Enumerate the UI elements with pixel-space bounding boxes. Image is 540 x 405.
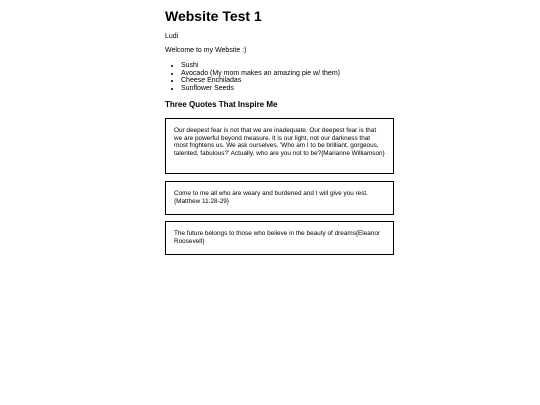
list-item: • Avocado (My mom makes an amazing pie w/ them) [181, 70, 340, 78]
quote-box [165, 118, 394, 174]
quote-box [165, 221, 394, 255]
author-name: Ludi [165, 33, 179, 40]
list-item: • Sushi [181, 62, 340, 70]
quote-text: The future belongs to those who believe in the beauty of dreams{Eleanor Roosevelt} [174, 230, 381, 245]
list-item: • Cheese Enchiladas [181, 77, 340, 85]
quote-text: Our deepest fear is not that we are inadequate. Our deepest fear is that we are powerful beyond measure. It is our light, not our darkness that most frightens us. We ask ourselves, 'Who am I to be brilliant, gorgeous, talented, fabulous?' Actually, who are you not to be?{Marianne Williamson} [174, 127, 385, 157]
list-item: • Sunflower Seeds [181, 85, 340, 93]
quotes-heading: Three Quotes That Inspire Me [165, 100, 278, 109]
welcome-text: Welcome to my Website :) [165, 47, 247, 54]
quote-text: Come to me all who are weary and burdened and I will give you rest.{Matthew 11:28-29} [174, 190, 368, 205]
page-title: Website Test 1 [165, 8, 262, 24]
quote-box [165, 181, 394, 215]
favorites-list [165, 62, 340, 92]
